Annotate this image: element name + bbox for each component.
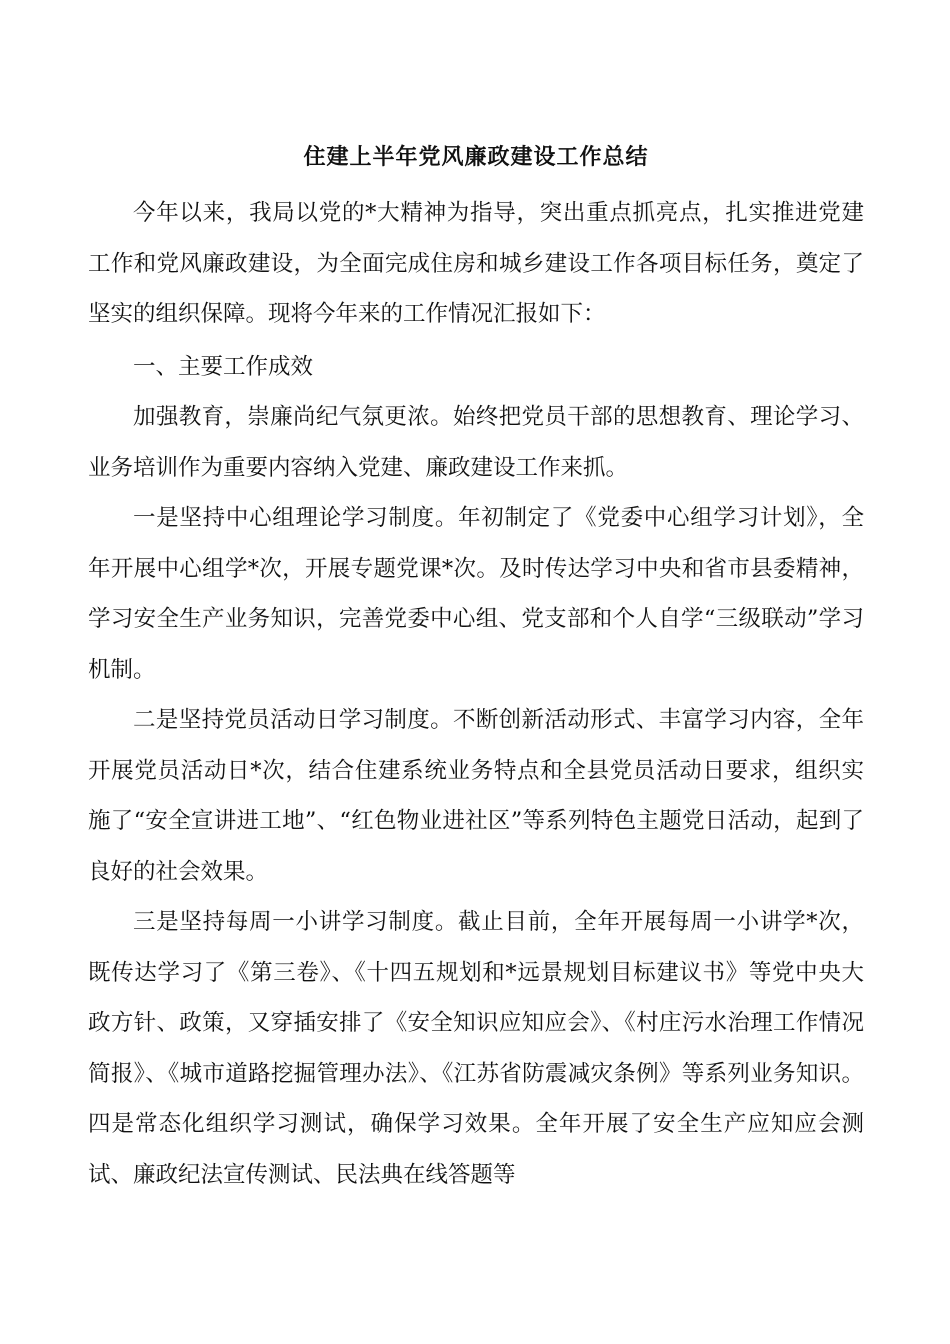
document-title: 住建上半年党风廉政建设工作总结 [303, 144, 649, 170]
section-heading: 一、主要工作成效 [133, 353, 314, 380]
document-page [88, 128, 864, 1200]
education-paragraph: 加强教育，崇廉尚纪气氛更浓。始终把党员干部的思想教育、理论学习、业务培训作为重要内容纳入党建、廉政建设工作来抓。 [88, 404, 864, 481]
point-three-paragraph: 三是坚持每周一小讲学习制度。截止目前，全年开展每周一小讲学*次，既传达学习了《第三卷》、《十四五规划和*远景规划目标建议书》等党中央大政方针、政策，又穿插安排了《安全知识应知应会》、《村庄污水治理工作情况简报》、《城市道路挖掘管理办法》、《江苏省防震减灾条例》等系列业务知识。四是常态化组织学习测试，确保学习效果。全年开展了安全生产应知应会测试、廉政纪法宣传测试、民法典在线答题等 [88, 909, 864, 1188]
point-two-paragraph: 二是坚持党员活动日学习制度。不断创新活动形式、丰富学习内容，全年开展党员活动日*次，结合住建系统业务特点和全县党员活动日要求，组织实施了“安全宣讲进工地”、“红色物业进社区”等系列特色主题党日活动，起到了良好的社会效果。 [88, 707, 864, 885]
point-one-paragraph: 一是坚持中心组理论学习制度。年初制定了《党委中心组学习计划》，全年开展中心组学*次，开展专题党课*次。及时传达学习中央和省市县委精神，学习安全生产业务知识，完善党委中心组、党支部和个人自学“三级联动”学习机制。 [88, 505, 864, 683]
intro-paragraph: 今年以来，我局以党的*大精神为指导，突出重点抓亮点，扎实推进党建工作和党风廉政建设，为全面完成住房和城乡建设工作各项目标任务，奠定了坚实的组织保障。现将今年来的工作情况汇报如下： [88, 200, 864, 327]
